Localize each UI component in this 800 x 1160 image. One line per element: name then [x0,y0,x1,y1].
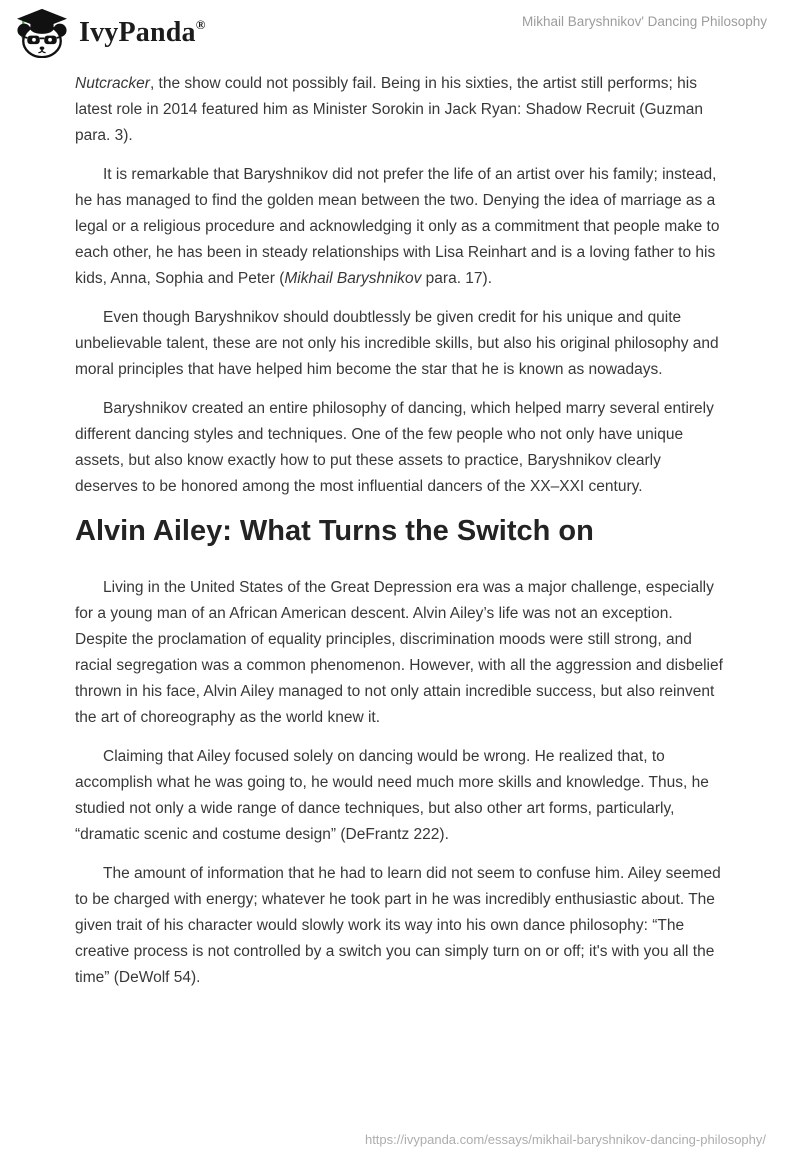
paragraph: Baryshnikov created an entire philosophy of dancing, which helped marry several entirely different dancing styles and techniques. One of the few people who not only have unique assets, but also know exactly how to put these assets to practice, Baryshnikov clearly deserves to be honored among the most influential dancers of the XX–XXI century. [75,400,714,495]
page-header [0,0,800,62]
paragraph: The amount of information that he had to learn did not seem to confuse him. Ailey seemed to be charged with energy; whatever he took part in he was incredibly enthusiastic about. The given trait of his character would slowly work its way into his own dance philosophy: “The creative process is not controlled by a switch you can simply turn on or off; it's with you all the time” (DeWolf 54). [75,865,721,986]
italic-text: Mikhail Baryshnikov [284,270,422,287]
panda-graduation-cap-icon [14,8,70,58]
paragraph: It is remarkable that Baryshnikov did not prefer the life of an artist over his family; instead, he has managed to find the golden mean between the two. Denying the idea of marriage as a legal or a religious procedure and acknowledging it only as a commitment that people make to each other, he has been in steady relationships with Lisa Reinhart and is a loving father to his kids, Anna, Sophia and Peter (Mikhail Baryshnikov para. 17). [75,166,720,287]
paragraph: Living in the United States of the Great Depression era was a major challenge, especially for a young man of an African American descent. Alvin Ailey’s life was not an exception. Despite the proclamation of equality principles, discrimination moods were still strong, and racial segregation was a common phenomenon. However, with all the aggression and disbelief thrown in his face, Alvin Ailey managed to not only attain incredible success, but also reinvent the art of choreography as the world knew it. [75,579,723,726]
paragraph: Nutcracker, the show could not possibly fail. Being in his sixties, the artist still performs; his latest role in 2014 featured him as Minister Sorokin in Jack Ryan: Shadow Recruit (Guzman para. 3). [75,75,704,144]
paragraph: Even though Baryshnikov should doubtlessly be given credit for his unique and quite unbelievable talent, these are not only his incredible skills, but also his original philosophy and moral principles that have helped him become the star that he is known as nowadays. [75,309,719,378]
section-heading: Alvin Ailey: What Turns the Switch on [75,515,594,547]
document-header-title: Mikhail Baryshnikov' Dancing Philosophy [522,14,767,29]
ivypanda-logo[interactable] [14,8,206,58]
essay-content [75,71,723,1004]
italic-text: Nutcracker [75,75,150,92]
brand-name: IvyPanda® [79,16,206,48]
paragraph: Claiming that Ailey focused solely on dancing would be wrong. He realized that, to accomplish what he was going to, he would need much more skills and knowledge. Thus, he studied not only a wide range of dance techniques, but also other art forms, particularly, “dramatic scenic and costume design” (DeFrantz 222). [75,748,709,843]
source-url: https://ivypanda.com/essays/mikhail-baryshnikov-dancing-philosophy/ [364,1132,766,1147]
page-footer [365,1132,766,1148]
registered-mark: ® [195,16,206,32]
